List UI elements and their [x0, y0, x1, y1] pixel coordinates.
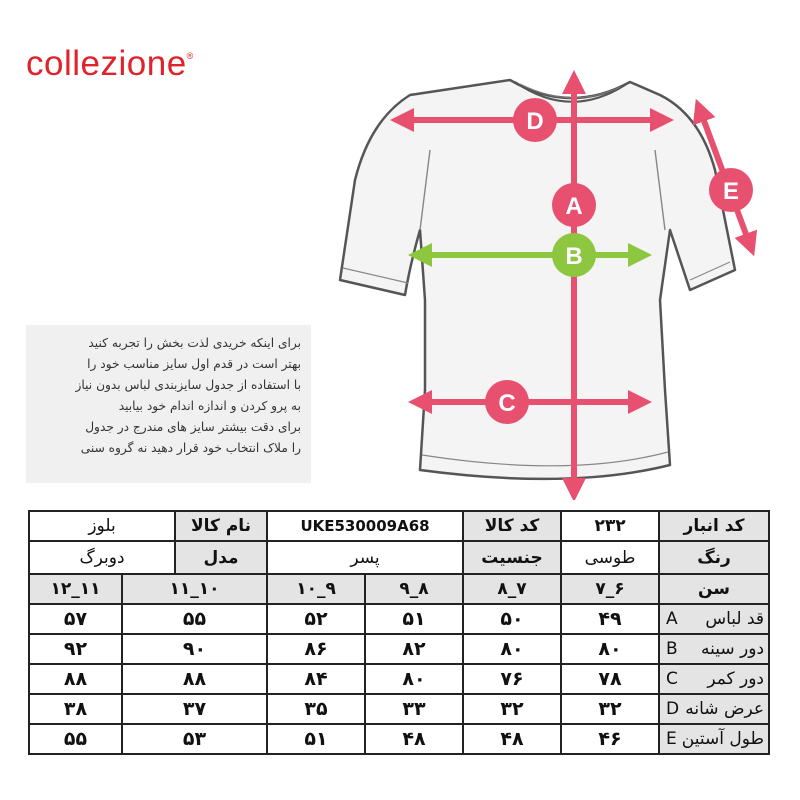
gender-label: جنسیت — [463, 541, 561, 574]
row-label-e — [659, 724, 769, 754]
cell-d-11-12: ۳۸ — [29, 694, 122, 724]
row-label-c — [659, 664, 769, 694]
row-letter-c: C — [666, 669, 678, 689]
row-label-c-text: دور کمر — [707, 669, 765, 689]
cell-e-10-11: ۵۳ — [122, 724, 267, 754]
cell-a-10-11: ۵۵ — [122, 604, 267, 634]
cell-a-9-10: ۵۲ — [267, 604, 365, 634]
row-label-b — [659, 634, 769, 664]
cell-a-7-8: ۵۰ — [463, 604, 561, 634]
cell-c-7-8: ۷۶ — [463, 664, 561, 694]
age-col-7-8: ۷_۸ — [463, 574, 561, 604]
cell-b-7-8: ۸۰ — [463, 634, 561, 664]
product-code-label: کد کالا — [463, 511, 561, 541]
cell-b-11-12: ۹۲ — [29, 634, 122, 664]
product-attributes-row — [29, 541, 769, 574]
age-col-10-11: ۱۰_۱۱ — [122, 574, 267, 604]
label-c: C — [498, 390, 516, 417]
note-line: برای دقت بیشتر سایز های مندرج در جدول — [85, 420, 301, 434]
cell-e-7-8: ۴۸ — [463, 724, 561, 754]
cell-c-11-12: ۸۸ — [29, 664, 122, 694]
cell-e-6-7: ۴۶ — [561, 724, 659, 754]
age-col-8-9: ۸_۹ — [365, 574, 463, 604]
label-e: E — [722, 178, 740, 205]
cell-e-8-9: ۴۸ — [365, 724, 463, 754]
age-col-9-10: ۹_۱۰ — [267, 574, 365, 604]
row-letter-e: E — [666, 729, 677, 749]
cell-d-9-10: ۳۵ — [267, 694, 365, 724]
note-line: به پرو کردن و اندازه اندام خود بیابید — [118, 399, 301, 413]
cell-c-6-7: ۷۸ — [561, 664, 659, 694]
product-code: UKE530009A68 — [267, 511, 463, 541]
brand-name: collezione — [26, 44, 187, 83]
cell-a-8-9: ۵۱ — [365, 604, 463, 634]
cell-e-9-10: ۵۱ — [267, 724, 365, 754]
age-header-row — [29, 574, 769, 604]
row-label-a — [659, 604, 769, 634]
color-label: رنگ — [659, 541, 769, 574]
size-chart-table — [28, 510, 770, 755]
warehouse-code: ۲۳۲ — [561, 511, 659, 541]
cell-b-9-10: ۸۶ — [267, 634, 365, 664]
cell-b-8-9: ۸۲ — [365, 634, 463, 664]
warehouse-code-label: کد انبار — [659, 511, 769, 541]
age-col-6-7: ۶_۷ — [561, 574, 659, 604]
sizing-advice-note — [26, 325, 311, 483]
cell-d-10-11: ۳۷ — [122, 694, 267, 724]
product-info-row — [29, 511, 769, 541]
gender-value: پسر — [267, 541, 463, 574]
row-letter-b: B — [666, 639, 678, 659]
cell-b-10-11: ۹۰ — [122, 634, 267, 664]
cell-d-8-9: ۳۳ — [365, 694, 463, 724]
cell-c-8-9: ۸۰ — [365, 664, 463, 694]
model-label: مدل — [175, 541, 267, 574]
row-label-a-text: قد لباس — [705, 609, 765, 629]
table-row-e — [29, 724, 769, 754]
color-value: طوسی — [561, 541, 659, 574]
label-b: B — [565, 243, 583, 270]
row-letter-a: A — [666, 609, 678, 629]
cell-d-6-7: ۳۲ — [561, 694, 659, 724]
age-col-11-12: ۱۱_۱۲ — [29, 574, 122, 604]
product-name-label: نام کالا — [175, 511, 267, 541]
cell-b-6-7: ۸۰ — [561, 634, 659, 664]
row-letter-d: D — [666, 699, 680, 719]
table-row-b — [29, 634, 769, 664]
row-label-d-text: عرض شانه — [685, 699, 765, 719]
cell-d-7-8: ۳۲ — [463, 694, 561, 724]
row-label-e-text: طول آستین — [681, 729, 765, 749]
note-line: با استفاده از جدول سایزبندی لباس بدون نیاز — [75, 378, 301, 392]
cell-a-6-7: ۴۹ — [561, 604, 659, 634]
table-row-c — [29, 664, 769, 694]
row-label-d — [659, 694, 769, 724]
table-row-d — [29, 694, 769, 724]
age-label: سن — [659, 574, 769, 604]
label-a: A — [565, 193, 583, 220]
note-line: بهتر است در قدم اول سایز مناسب خود را — [87, 357, 301, 371]
note-line: را ملاک انتخاب خود قرار دهید نه گروه سنی — [80, 441, 301, 455]
product-name: بلوز — [29, 511, 175, 541]
registered-mark: ® — [186, 51, 194, 62]
note-line: برای اینکه خریدی لذت بخش را تجربه کنید — [88, 336, 301, 350]
table-row-a — [29, 604, 769, 634]
cell-c-10-11: ۸۸ — [122, 664, 267, 694]
cell-e-11-12: ۵۵ — [29, 724, 122, 754]
cell-a-11-12: ۵۷ — [29, 604, 122, 634]
label-d: D — [526, 108, 544, 135]
row-label-b-text: دور سینه — [701, 639, 765, 659]
cell-c-9-10: ۸۴ — [267, 664, 365, 694]
model-value: دوبرگ — [29, 541, 175, 574]
